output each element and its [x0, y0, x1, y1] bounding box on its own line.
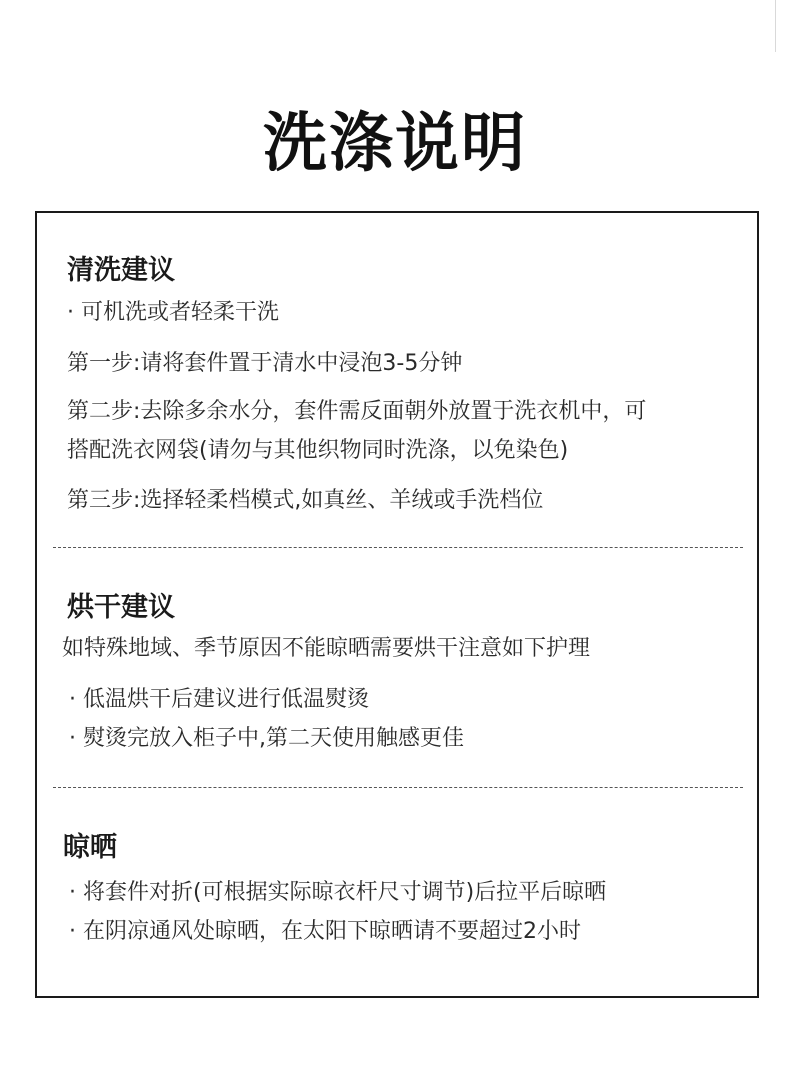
- section-divider-2: [53, 787, 743, 788]
- washing-step-three: 第三步:选择轻柔档模式,如真丝、羊绒或手洗档位: [67, 488, 544, 513]
- section-divider-1: [53, 547, 743, 548]
- drying-tip-low-temp: · 低温烘干后建议进行低温熨烫: [69, 687, 369, 712]
- drying-intro: 如特殊地域、季节原因不能晾晒需要烘干注意如下护理: [62, 636, 591, 661]
- washing-line-machine: · 可机洗或者轻柔干洗: [67, 300, 279, 325]
- washing-step-two: 第二步:去除多余水分，套件需反面朝外放置于洗衣机中，可: [67, 399, 647, 424]
- edge-divider: [775, 0, 776, 52]
- washing-step-one: 第一步:请将套件置于清水中浸泡3-5分钟: [67, 351, 463, 376]
- airing-heading: 晾晒: [63, 832, 117, 863]
- washing-step-two-cont: 搭配洗衣网袋(请勿与其他织物同时洗涤，以免染色): [67, 438, 569, 463]
- airing-tip-fold: · 将套件对折(可根据实际晾衣杆尺寸调节)后拉平后晾晒: [69, 880, 607, 905]
- page-title: 洗涤说明: [263, 107, 527, 181]
- drying-tip-storage: · 熨烫完放入柜子中,第二天使用触感更佳: [69, 726, 464, 751]
- airing-tip-shade: · 在阴凉通风处晾晒，在太阳下晾晒请不要超过2小时: [69, 919, 581, 944]
- drying-heading: 烘干建议: [67, 592, 175, 623]
- instructions-box: [35, 211, 759, 998]
- washing-heading: 清洗建议: [67, 255, 175, 286]
